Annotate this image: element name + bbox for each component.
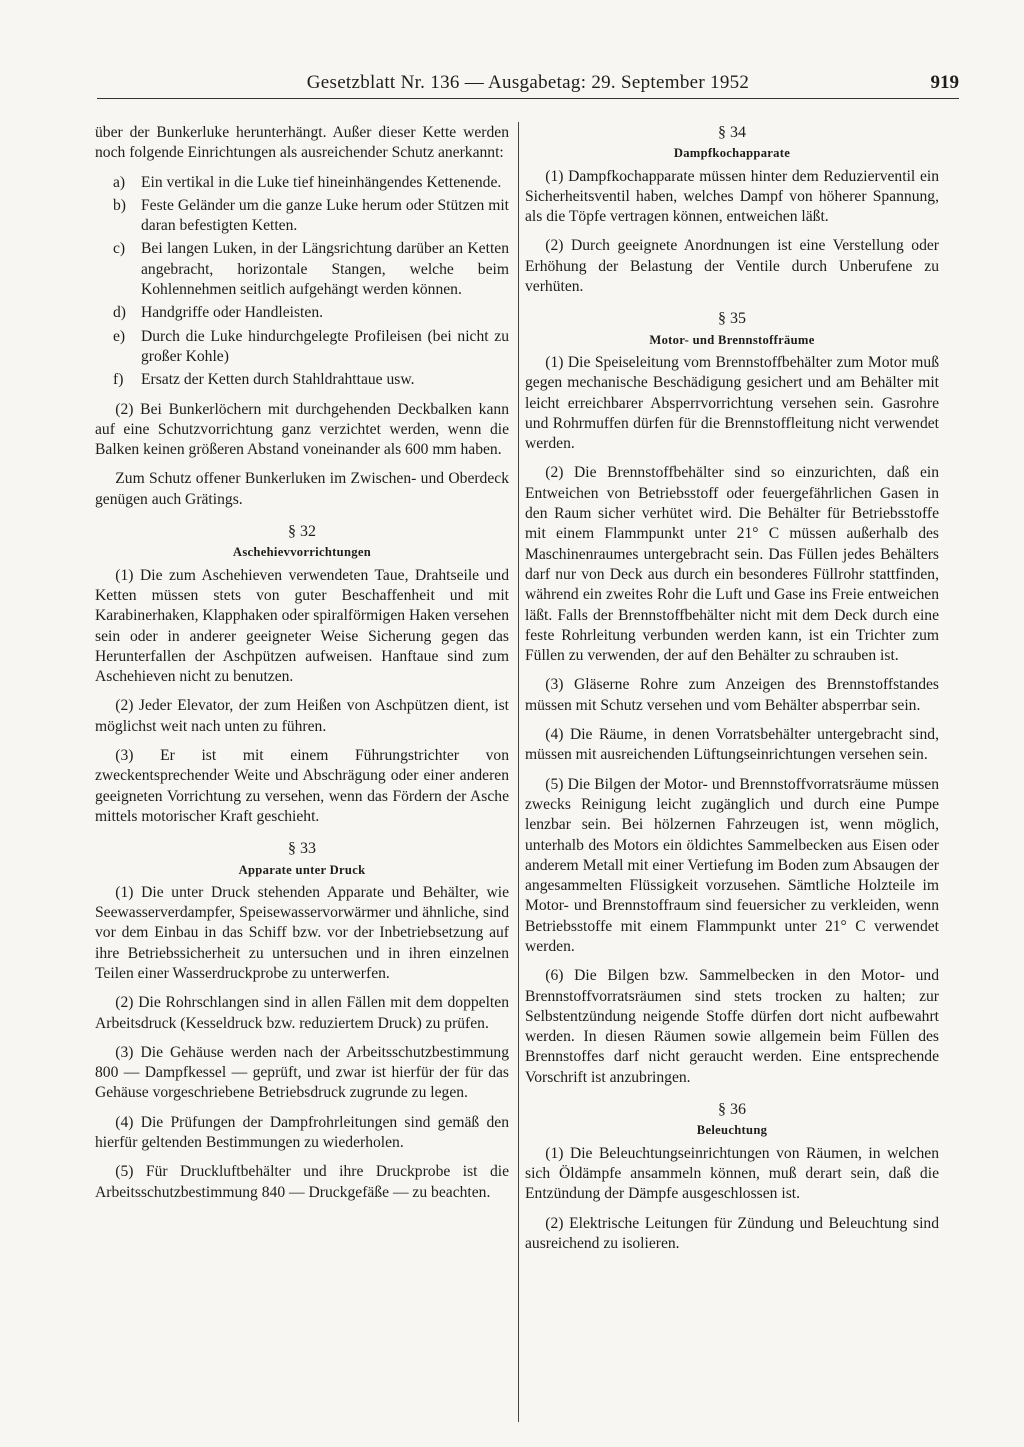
item-marker: c) [113, 240, 126, 258]
right-column [525, 123, 939, 1263]
section-number: § 36 [718, 1101, 746, 1119]
item-text: Feste Geländer um die ganze Luke herum oder Stützen mit daran befestigten Ketten. [141, 196, 509, 235]
item-text: Handgriffe oder Handleisten. [141, 304, 324, 322]
paragraph: Zum Schutz offener Bunkerluken im Zwischen- und Oberdeck genügen auch Grätings. [95, 470, 509, 508]
section-number: § 35 [718, 310, 746, 328]
list-item [95, 327, 509, 368]
item-marker: b) [113, 196, 126, 214]
list-item [95, 303, 509, 323]
section-title: Beleuchtung [696, 1123, 768, 1138]
paragraph: (1) Die zum Aschehieven verwendeten Taue, Drahtseile und Ketten müssen stets von guter Beschaffenheit und mit Karabinerhaken, Klapphaken oder spiralförmigen Haken versehen sein oder in anderer geeigneter Weise Sicherung gegen das Herunterfallen der Aschpützen aufweisen. Hanftaue sind zum Aschehieven nicht zu benutzen. [95, 566, 509, 686]
section-number: § 34 [718, 124, 746, 141]
paragraph: über der Bunkerluke herunterhängt. Außer dieser Kette werden noch folgende Einrichtungen als ausreichender Schutz anerkannt: [95, 124, 509, 162]
item-text: Durch die Luke hindurchgelegte Profileisen (bei nicht zu großer Kohle) [141, 327, 509, 365]
paragraph: (1) Die Beleuchtungseinrichtungen von Räumen, in welchen sich Öldämpfe ansammeln können, muß derart sein, daß die Entzündung der Dämpfe ausgeschlossen ist. [525, 1144, 939, 1203]
paragraph: (4) Die Prüfungen der Dampfrohrleitungen sind gemäß den hierfür geltenden Bestimmungen zu wiederholen. [95, 1113, 509, 1152]
list-item [95, 196, 509, 237]
item-list [95, 173, 509, 391]
running-head: Gesetzblatt Nr. 136 — Ausgabetag: 29. September 1952 [306, 72, 750, 93]
page-number: 919 [930, 72, 959, 93]
item-marker: e) [113, 327, 126, 345]
paragraph: (5) Die Bilgen der Motor- und Brennstoffvorratsräume müssen zwecks Reinigung leicht zugänglich und durch eine Pumpe lenzbar sein. Bei hölzernen Fahrzeugen ist, wenn möglich, unterhalb des Motors ein öldichtes Sammelbecken aus Eisen oder anderem Metall mit einer Vertiefung im Boden zum Absaugen der angesammelten Flüssigkeit vorzusehen. Sämtliche Holzteile im Motor- und Brennstoffraum sind feuersicher zu verkleiden, wenn Betriebsstoffe mit einem Flammpunkt unter 21° C verwendet werden. [525, 775, 939, 955]
section-title: Apparate unter Druck [238, 862, 366, 877]
paragraph: (1) Die unter Druck stehenden Apparate und Behälter, wie Seewasserverdampfer, Speisewasservorwärmer und ähnliche, sind vor dem Einbau in das Schiff bzw. vor der Inbetriebsetzung auf ihre Betriebssicherheit zu untersuchen und in ihren einzelnen Teilen einer Wasserdruckprobe zu unterwerfen. [95, 883, 509, 982]
section-number: § 32 [288, 523, 316, 541]
paragraph: (2) Die Rohrschlangen sind in allen Fällen mit dem doppelten Arbeitsdruck (Kesseldruck bzw. reduziertem Druck) zu prüfen. [95, 994, 509, 1032]
item-marker: d) [113, 304, 126, 322]
list-item [95, 239, 509, 300]
item-text: Ein vertikal in die Luke tief hineinhängendes Kettenende. [141, 173, 502, 191]
section-title: Motor- und Brennstoffräume [649, 332, 815, 347]
paragraph: (2) Bei Bunkerlöchern mit durchgehenden Deckbalken kann auf eine Schutzvorrichtung ganz verzichtet werden, wenn die Balken keinen größeren Abstand voneinander als 600 mm haben. [95, 400, 509, 459]
header-rule [97, 98, 959, 99]
item-text: Bei langen Luken, in der Längsrichtung darüber an Ketten angebracht, horizontale Stangen, welche beim Kohlennehmen seitlich aufgehängt werden können. [141, 240, 509, 299]
paragraph: (2) Die Brennstoffbehälter sind so einzurichten, daß ein Entweichen von Betriebsstoff oder feuergefährlichen Gasen in den Raum sicher verhütet wird. Die Behälter für Betriebsstoffe mit einem Flammpunkt unter 21° C müssen außerhalb des Maschinenraumes untergebracht sein. Das Füllen jedes Behälters darf nur von Deck aus durch ein besonderes Füllrohr stattfinden, während ein zweites Rohr die Luft und Gase ins Freie entweichen läßt. Falls der Brennstoffbehälter nicht mit dem Deck durch eine feste Rohrleitung verbunden werden kann, ist ein Trichter zum Füllen zu verwenden, der auf den Behälter zu schrauben ist. [525, 464, 939, 665]
paragraph: (3) Gläserne Rohre zum Anzeigen des Brennstoffstandes müssen mit Schutz versehen und vom Behälter absperrbar sein. [525, 676, 939, 714]
paragraph: (6) Die Bilgen bzw. Sammelbecken in den Motor- und Brennstoffvorratsräumen sind stets trocken zu halten; zur Selbstentzündung neigende Stoffe dürfen dort nicht aufbewahrt werden. In diesen Räumen sowie allgemein beim Füllen des Brennstoffes darf nicht geraucht werden. Eine entsprechende Vorschrift ist anzubringen. [525, 967, 939, 1086]
paragraph: (1) Dampfkochapparate müssen hinter dem Reduzierventil ein Sicherheitsventil haben, welches Dampf von höherer Spannung, als die Töpfe vertragen können, entweichen läßt. [525, 167, 939, 226]
paragraph: (2) Jeder Elevator, der zum Heißen von Aschpützen dient, ist möglichst weit nach unten zu führen. [95, 697, 509, 735]
item-marker: a) [113, 173, 126, 191]
paragraph: (4) Die Räume, in denen Vorratsbehälter untergebracht sind, müssen mit ausreichenden Lüftungseinrichtungen versehen sein. [525, 726, 939, 764]
item-text: Ersatz der Ketten durch Stahldrahttaue usw. [141, 371, 415, 389]
left-column [95, 123, 509, 1212]
paragraph: (5) Für Druckluftbehälter und ihre Druckprobe ist die Arbeitsschutzbestimmung 840 — Druckgefäße — zu beachten. [95, 1163, 509, 1201]
paragraph: (1) Die Speiseleitung vom Brennstoffbehälter zum Motor muß gegen mechanische Beschädigung gesichert und am Behälter mit leicht erreichbarer Absperrvorrichtung versehen sein. Gasrohre und Rohrmuffen dürfen für die Brennstoffleitung nicht verwendet werden. [525, 353, 939, 453]
column-divider [518, 122, 519, 1422]
paragraph: (2) Durch geeignete Anordnungen ist eine Verstellung oder Erhöhung der Belastung der Ventile durch Unberufene zu verhüten. [525, 237, 939, 296]
section-title: Aschehievvorrichtungen [232, 545, 372, 560]
section-number: § 33 [288, 840, 316, 858]
section-title: Dampfkochapparate [673, 146, 791, 161]
item-marker: f) [113, 371, 124, 389]
list-item [95, 173, 509, 193]
paragraph: (3) Die Gehäuse werden nach der Arbeitsschutzbestimmung 800 — Dampfkessel — geprüft, und zwar ist hierfür der für das Gehäuse vorgeschriebene Betriebsdruck zugrunde zu legen. [95, 1043, 509, 1102]
paragraph: (3) Er ist mit einem Führungstrichter von zweckentsprechender Weite und Abschrägung oder einer anderen geeigneten Vorrichtung zu versehen, wenn das Fördern der Asche mittels motorischer Kraft geschieht. [95, 747, 509, 825]
list-item [95, 370, 509, 390]
paragraph: (2) Elektrische Leitungen für Zündung und Beleuchtung sind ausreichend zu isolieren. [525, 1214, 939, 1252]
